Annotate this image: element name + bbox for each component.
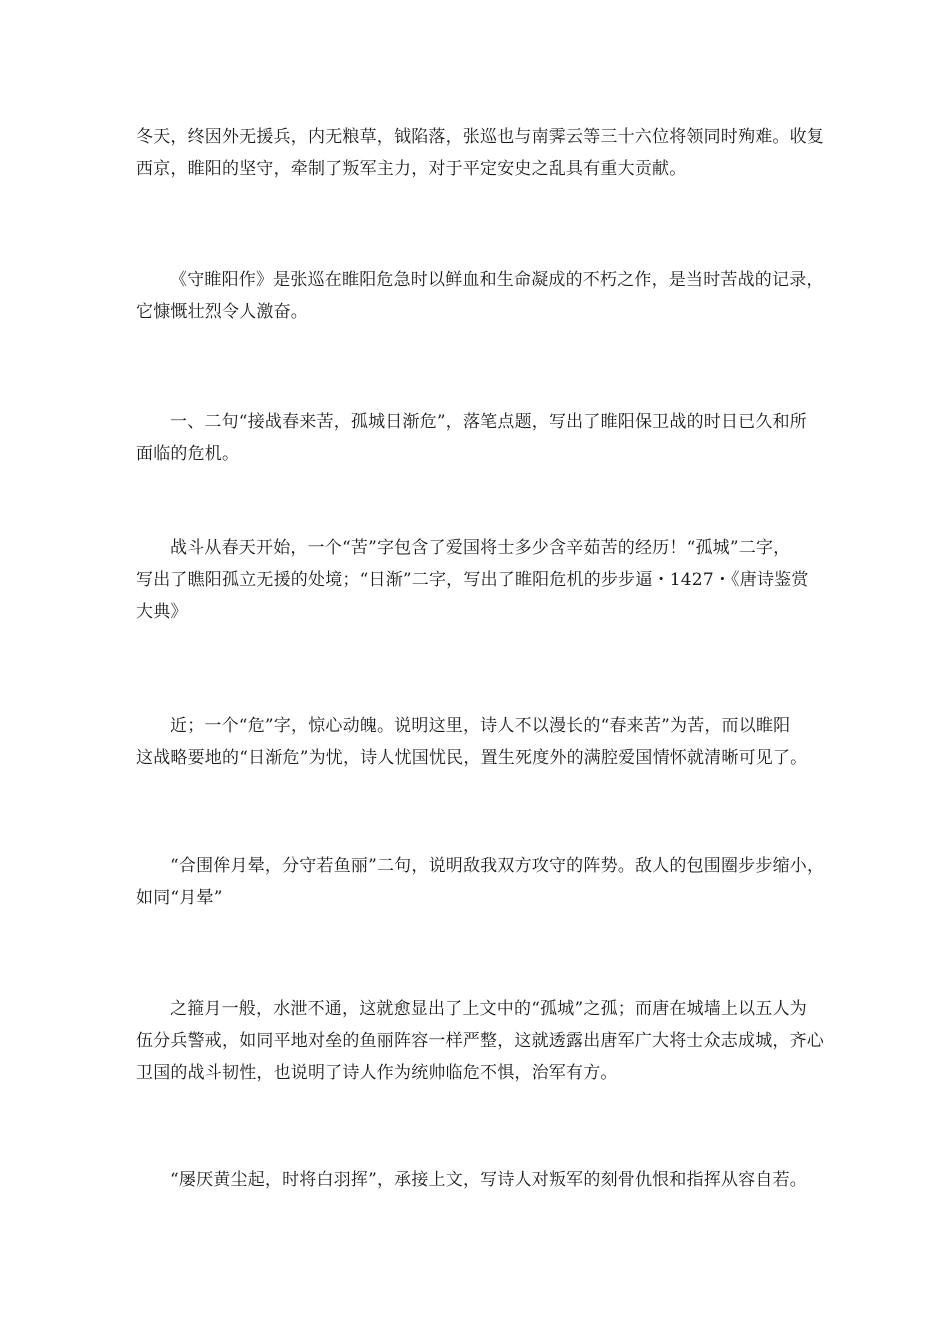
- paragraph-line: “合围侔月晕，分守若鱼丽”二句，说明敌我双方攻守的阵势。敌人的包围圈步步缩小，: [170, 856, 825, 876]
- paragraph-line: “屡厌黄尘起，时将白羽挥”，承接上文，写诗人对叛军的刻骨仇恨和指挥从容自若。: [170, 1170, 807, 1190]
- paragraph-line: 卫国的战斗韧性，也说明了诗人作为统帅临危不惧，治军有方。: [136, 1063, 618, 1083]
- paragraph-line: 这战略要地的“日渐危”为忧，诗人忧国忧民，置生死度外的满腔爱国情怀就清晰可见了。: [136, 748, 808, 768]
- paragraph-line: 伍分兵警戒，如同平地对垒的鱼丽阵容一样严整，这就透露出唐军广大将士众志成城，齐心: [136, 1031, 824, 1051]
- paragraph-line: 冬天，终因外无援兵，内无粮草，钺陷落，张巡也与南霁云等三十六位将领同时殉难。收复: [136, 127, 824, 147]
- paragraph-line: 《守睢阳作》是张巡在睢阳危急时以鲜血和生命凝成的不朽之作，是当时苦战的记录，: [170, 270, 824, 290]
- paragraph-line: 如同“月晕”: [136, 888, 223, 908]
- paragraph-7: [136, 993, 824, 1089]
- paragraph-line: 写出了瞧阳孤立无援的处境；“日渐”二字，写出了睢阳危机的步步逼・1427・《唐诗鉴赏: [136, 570, 809, 590]
- paragraph-line: 大典》: [136, 602, 188, 622]
- paragraph-4: [136, 532, 816, 628]
- paragraph-line: 一、二句“接战春来苦，孤城日渐危”，落笔点题，写出了睢阳保卫战的时日已久和所: [170, 412, 807, 432]
- paragraph-line: 西京，睢阳的坚守，牵制了叛军主力，对于平定安史之乱具有重大贡献。: [136, 159, 687, 179]
- paragraph-line: 它慷慨壮烈令人激奋。: [136, 302, 308, 322]
- paragraph-3: [136, 406, 816, 470]
- paragraph-5: [136, 710, 816, 774]
- paragraph-8: [136, 1164, 816, 1196]
- paragraph-line: 近；一个“危”字，惊心动魄。说明这里，诗人不以漫长的“春来苦”为苦，而以睢阳: [170, 716, 791, 736]
- paragraph-6: [136, 850, 825, 914]
- paragraph-line: 面临的危机。: [136, 444, 240, 464]
- paragraph-2: [136, 264, 824, 328]
- paragraph-1: [136, 121, 824, 185]
- paragraph-line: 战斗从春天开始，一个“苦”字包含了爱国将士多少含辛茹苦的经历！“孤城”二字，: [170, 538, 791, 558]
- paragraph-line: 之箍月一般，水泄不通，这就愈显出了上文中的“孤城”之孤；而唐在城墙上以五人为: [170, 999, 807, 1019]
